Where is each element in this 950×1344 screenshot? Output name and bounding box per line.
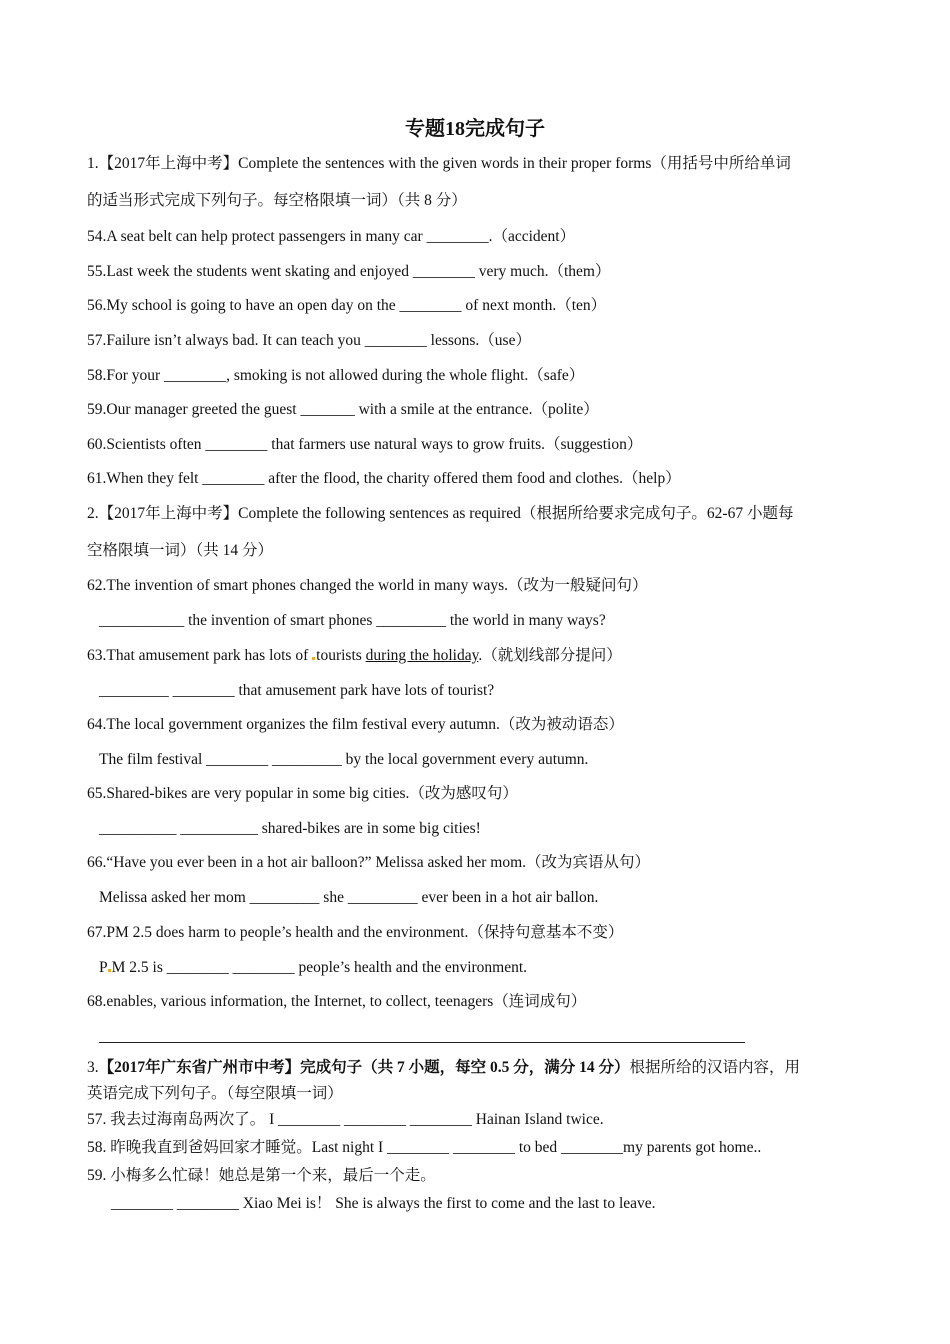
- section-3-number: 3.: [87, 1059, 99, 1076]
- answer-67-text: M 2.5 is ________ ________ people’s health and the environment.: [111, 959, 528, 976]
- section-3-heading: 【2017年广东省广州市中考】完成句子（共 7 小题，每空 0.5 分，满分 14 分）: [98, 1059, 630, 1076]
- answer-66: Melissa asked her mom _________ she _________ ever been in a hot air ballon.: [99, 889, 599, 906]
- section-3-instruction: 根据所给的汉语内容，用: [629, 1059, 801, 1076]
- question-57: 57.Failure isn’t always bad. It can teach you ________ lessons.（use）: [87, 332, 531, 349]
- answer-68-line: [99, 1042, 745, 1043]
- question-60: 60.Scientists often ________ that farmers use natural ways to grow fruits.（suggestion）: [87, 436, 643, 453]
- answer-62: ___________ the invention of smart phones _________ the world in many ways?: [99, 612, 606, 629]
- answer-64: The film festival ________ _________ by the local government every autumn.: [99, 751, 589, 768]
- question-62: 62.The invention of smart phones changed the world in many ways.（改为一般疑问句）: [87, 577, 648, 594]
- answer-3-59: ________ ________ Xiao Mei is！ She is always the first to come and the last to leave.: [111, 1195, 656, 1212]
- highlight-mark: [312, 657, 315, 660]
- question-3-59: 59. 小梅多么忙碌！她总是第一个来，最后一个走。: [87, 1167, 436, 1184]
- question-63-tourists: tourists: [316, 647, 366, 664]
- question-54: 54.A seat belt can help protect passengers in many car ________.（accident）: [87, 228, 576, 245]
- question-66: 66.“Have you ever been in a hot air balloon?” Melissa asked her mom.（改为宾语从句）: [87, 854, 651, 871]
- question-68: 68.enables, various information, the Internet, to collect, teenagers（连词成句）: [87, 993, 587, 1010]
- question-59: 59.Our manager greeted the guest _______ with a smile at the entrance.（polite）: [87, 401, 599, 418]
- question-63: [87, 646, 622, 666]
- question-61: 61.When they felt ________ after the flood, the charity offered them food and clothes.（help）: [87, 470, 681, 487]
- highlight-mark: [108, 969, 111, 972]
- section-1-instruction-line-1: 1.【2017年上海中考】Complete the sentences with the given words in their proper forms（用括号中所给单词: [87, 155, 791, 172]
- answer-63: _________ ________ that amusement park have lots of tourist?: [99, 682, 495, 699]
- section-3-instruction-line-1: [87, 1058, 800, 1078]
- question-64: 64.The local government organizes the film festival every autumn.（改为被动语态）: [87, 716, 624, 733]
- answer-67: [99, 958, 527, 978]
- question-3-57: 57. 我去过海南岛两次了。 I ________ ________ ________ Hainan Island twice.: [87, 1111, 604, 1128]
- question-63-instruction: .（就划线部分提问）: [478, 647, 622, 664]
- answer-65: __________ __________ shared-bikes are in some big cities!: [99, 820, 481, 837]
- question-63-text: 63.That amusement park has lots of: [87, 647, 313, 664]
- section-3-instruction-line-2: 英语完成下列句子。（每空限填一词）: [87, 1085, 343, 1102]
- question-3-58: 58. 昨晚我直到爸妈回家才睡觉。Last night I ________ ________ to bed ________my parents got home..: [87, 1139, 762, 1156]
- question-55: 55.Last week the students went skating and enjoyed ________ very much.（them）: [87, 263, 611, 280]
- question-56: 56.My school is going to have an open day on the ________ of next month.（ten）: [87, 297, 607, 314]
- section-1-instruction-line-2: 的适当形式完成下列句子。每空格限填一词）（共 8 分）: [87, 192, 467, 209]
- question-67: 67.PM 2.5 does harm to people’s health and the environment.（保持句意基本不变）: [87, 924, 624, 941]
- underlined-phrase: during the holiday: [365, 647, 479, 664]
- answer-67-p: P: [99, 959, 108, 976]
- section-2-instruction-line-1: 2.【2017年上海中考】Complete the following sentences as required（根据所给要求完成句子。62-67 小题每: [87, 505, 794, 522]
- page-title: 专题18完成句子: [405, 118, 545, 140]
- question-65: 65.Shared-bikes are very popular in some big cities.（改为感叹句）: [87, 785, 518, 802]
- question-58: 58.For your ________, smoking is not allowed during the whole flight.（safe）: [87, 367, 585, 384]
- section-2-instruction-line-2: 空格限填一词）（共 14 分）: [87, 542, 274, 559]
